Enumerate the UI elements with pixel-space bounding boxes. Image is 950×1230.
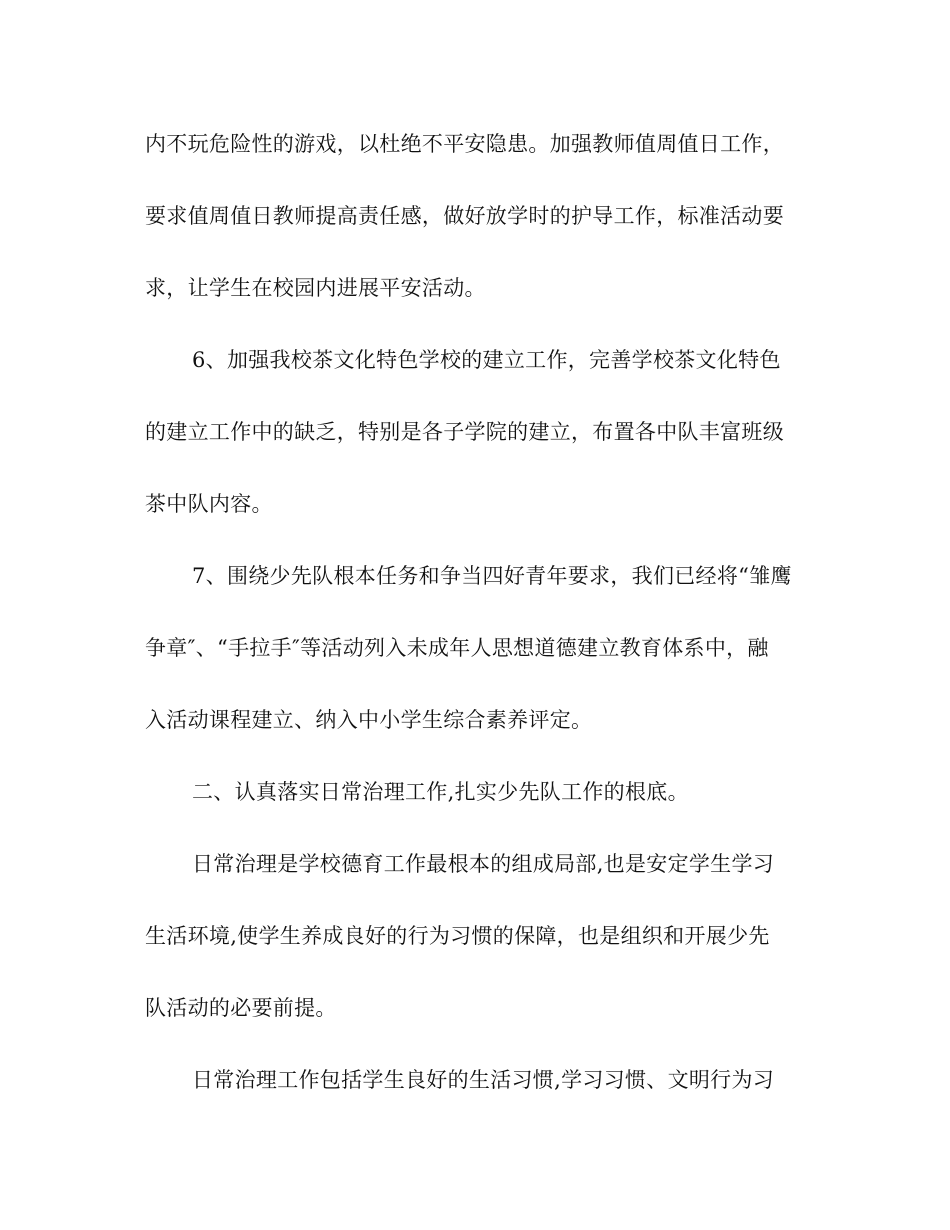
text-line-1: 内不玩危险性的游戏，以杜绝不平安隐患。加强教师值周值日工作， <box>145 132 784 156</box>
text-line-2: 要求值周值日教师提高责任感，做好放学时的护导工作，标准活动要 <box>145 204 784 228</box>
text-line-6: 茶中队内容。 <box>145 492 273 516</box>
text-line-5: 的建立工作中的缺乏，特别是各子学院的建立，布置各中队丰富班级 <box>145 420 784 444</box>
text-line-9: 入活动课程建立、纳入中小学生综合素养评定。 <box>145 708 593 732</box>
text-line-13: 队活动的必要前提。 <box>145 996 337 1020</box>
text-line-8: 争章″、“手拉手″等活动列入未成年人思想道德建立教育体系中，融 <box>145 636 769 660</box>
section-heading: 二、认真落实日常治理工作,扎实少先队工作的根底。 <box>192 780 689 804</box>
text-line-14: 日常治理工作包括学生良好的生活习惯,学习习惯、文明行为习 <box>192 1068 775 1092</box>
text-line-11: 日常治理是学校德育工作最根本的组成局部,也是安定学生学习 <box>192 852 775 876</box>
text-line-4: 6、加强我校茶文化特色学校的建立工作，完善学校茶文化特色 <box>192 348 781 372</box>
text-line-12: 生活环境,使学生养成良好的行为习惯的保障，也是组织和开展少先 <box>145 924 770 948</box>
text-line-3: 求，让学生在校园内进展平安活动。 <box>145 276 486 300</box>
text-line-7: 7、围绕少先队根本任务和争当四好青年要求，我们已经将“雏鹰 <box>192 564 792 588</box>
